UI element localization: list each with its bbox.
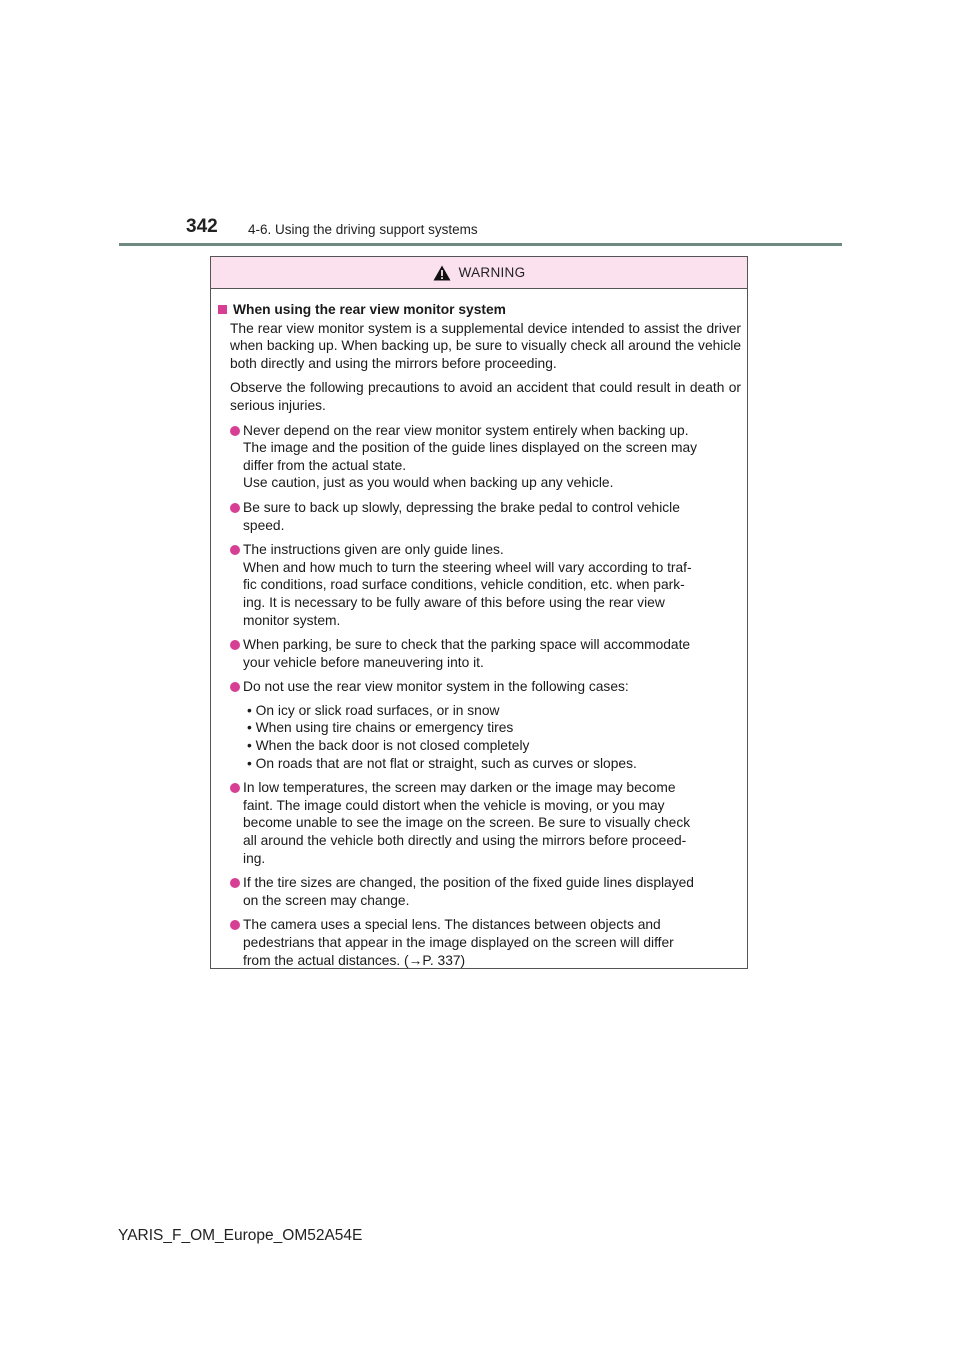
list-item-line: on the screen may change. [243,892,410,908]
page-number: 342 [186,216,218,237]
round-bullet-icon [230,503,240,513]
list-item [218,422,741,492]
list-item-line: When parking, be sure to check that the parking space will accommodate [243,637,691,653]
warning-paragraph: Observe the following precautions to avoid an accident that could result in death or serious injuries. [230,380,741,413]
sub-list-item: • On roads that are not flat or straight, such as curves or slopes. [247,755,637,771]
sub-list-item: • When using tire chains or emergency tires [247,720,514,736]
list-item-line: pedestrians that appear in the image displayed on the screen will differ [243,935,674,950]
round-bullet-icon [230,920,240,930]
list-item-line: Never depend on the rear view monitor system entirely when backing up. [243,422,689,438]
list-item-line: ing. [243,850,266,866]
list-item-line: In low temperatures, the screen may darken or the image may become [243,780,676,796]
warning-paragraph: The rear view monitor system is a supplemental device intended to assist the driver when backing up. When backing up, be sure to visually check all around the vehicle both directly and using the mirrors before proceeding. [230,320,741,371]
list-item-line: If the tire sizes are changed, the position of the fixed guide lines displayed [243,875,694,891]
list-item-line: Do not use the rear view monitor system in the following cases: [243,679,629,695]
list-item [218,916,741,969]
list-item-line: differ from the actual state. [243,457,407,473]
list-item [218,636,741,671]
sub-list-item: • When the back door is not closed completely [247,738,530,754]
list-item [218,499,741,534]
list-item [218,541,741,629]
section-title: 4-6. Using the driving support systems [248,222,478,237]
list-item [218,874,741,909]
list-item-line: from the actual distances. (→P. 337) [243,952,466,968]
document-code: YARIS_F_OM_Europe_OM52A54E [118,1227,363,1244]
list-item-line: Use caution, just as you would when backing up any vehicle. [243,475,614,491]
warning-title: WARNING [458,265,526,280]
list-item-line: The camera uses a special lens. The distances between objects and [243,917,661,933]
round-bullet-icon [230,878,240,888]
list-item-line: faint. The image could distort when the vehicle is moving, or you may [243,797,665,813]
list-item-line: your vehicle before maneuvering into it. [243,654,484,670]
list-item-line: The image and the position of the guide lines displayed on the screen may [243,440,698,456]
warning-paragraphs [218,320,741,415]
sub-list-item: • On icy or slick road surfaces, or in snow [247,702,500,718]
list-item-line: fic conditions, road surface conditions, vehicle condition, etc. when park- [243,577,685,593]
header-divider [119,243,842,246]
list-item-line: Be sure to back up slowly, depressing the brake pedal to control vehicle [243,499,680,515]
round-bullet-icon [230,545,240,555]
warning-heading-text: When using the rear view monitor system [233,302,506,317]
round-bullet-icon [230,426,240,436]
list-item-line: When and how much to turn the steering wheel will vary according to traf- [243,559,692,575]
round-bullet-icon [230,640,240,650]
warning-triangle-icon [433,265,451,281]
round-bullet-icon [230,682,240,692]
list-item-line: monitor system. [243,612,341,628]
warning-heading [218,301,741,319]
square-bullet-icon [218,305,227,314]
list-item-line: all around the vehicle both directly and using the mirrors before proceed- [243,833,687,849]
list-item-line: ing. It is necessary to be fully aware of this before using the rear view [243,594,665,610]
list-item [218,779,741,867]
warning-items [218,422,741,970]
sub-list [247,702,741,772]
list-item-line: The instructions given are only guide lines. [243,542,504,558]
list-item-line: become unable to see the image on the screen. Be sure to visually check [243,815,691,831]
warning-header [211,257,747,289]
round-bullet-icon [230,783,240,793]
warning-box [210,256,748,969]
warning-content [211,289,747,969]
list-item [218,678,741,772]
list-item-line: speed. [243,517,285,533]
